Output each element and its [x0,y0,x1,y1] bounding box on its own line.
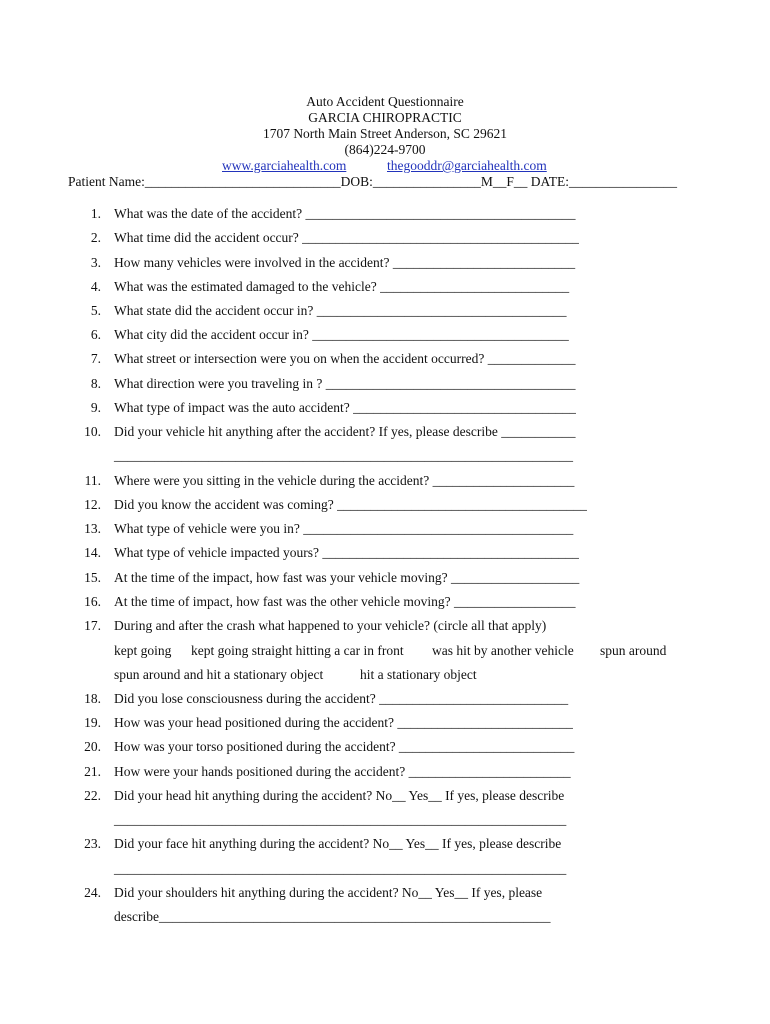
option-hit-by-vehicle[interactable]: was hit by another vehicle [432,643,574,658]
form-title: Auto Accident Questionnaire [306,94,464,109]
website-link[interactable]: www.garciahealth.com [222,158,347,173]
question-text: Where were you sitting in the vehicle during the accident? _____________________ [114,473,575,488]
question-text: What time did the accident occur? _________________________________________ [114,230,579,245]
question-number: 13. [84,521,101,536]
question-number: 8. [90,376,101,391]
question-text: At the time of the impact, how fast was your vehicle moving? ___________________ [114,570,580,585]
question-number: 20. [84,739,101,754]
question-text: What type of vehicle were you in? ________________________________________ [114,521,574,536]
question-text: What type of impact was the auto accident? _________________________________ [114,400,576,415]
question-number: 21. [84,764,101,779]
question-number: 23. [84,836,101,851]
question-number: 2. [90,230,101,245]
question-text: Did you know the accident was coming? _____________________________________ [114,497,587,512]
answer-line[interactable]: ____________________________________________________________________ [114,448,573,463]
question-text: How was your head positioned during the accident? __________________________ [114,715,573,730]
question-text: What street or intersection were you on when the accident occurred? _____________ [114,351,576,366]
email-link[interactable]: thegooddr@garciahealth.com [387,158,547,173]
option-spun-around[interactable]: spun around [600,643,667,658]
question-number: 15. [84,570,101,585]
question-number: 4. [90,279,101,294]
question-text: At the time of impact, how fast was the other vehicle moving? __________________ [114,594,576,609]
patient-info-line[interactable]: Patient Name:_____________________________DOB:________________M__F__ DATE:________________ [68,174,677,189]
option-hit-stationary[interactable]: hit a stationary object [360,667,477,682]
question-number: 3. [90,255,101,270]
question-number: 16. [84,594,101,609]
answer-line[interactable]: ___________________________________________________________________ [114,861,567,876]
question-number: 11. [84,473,101,488]
question-number: 5. [90,303,101,318]
option-kept-going-straight[interactable]: kept going straight hitting a car in front [191,643,404,658]
question-text: How many vehicles were involved in the accident? ___________________________ [114,255,576,270]
question-text: Did your shoulders hit anything during the accident? No__ Yes__ If yes, please [114,885,543,900]
question-text: What was the date of the accident? ________________________________________ [114,206,576,221]
question-text: Did your face hit anything during the accident? No__ Yes__ If yes, please describe [114,836,562,851]
question-text: Did your head hit anything during the accident? No__ Yes__ If yes, please describe [114,788,565,803]
question-number: 1. [90,206,101,221]
clinic-phone: (864)224-9700 [344,142,426,157]
question-number: 24. [84,885,101,900]
question-number: 9. [90,400,101,415]
question-number: 10. [84,424,101,439]
question-text: What was the estimated damaged to the vehicle? ____________________________ [114,279,570,294]
question-text: How was your torso positioned during the accident? __________________________ [114,739,575,754]
question-number: 6. [90,327,101,342]
clinic-address: 1707 North Main Street Anderson, SC 29621 [262,126,508,141]
question-text: During and after the crash what happened to your vehicle? (circle all that apply) [114,618,547,633]
question-text: Did you lose consciousness during the accident? ____________________________ [114,691,569,706]
question-number: 18. [84,691,101,706]
question-text: What city did the accident occur in? ______________________________________ [114,327,569,342]
question-text: Did your vehicle hit anything after the accident? If yes, please describe ___________ [114,424,576,439]
question-number: 14. [84,545,101,560]
option-spun-hit-object[interactable]: spun around and hit a stationary object [114,667,324,682]
option-kept-going[interactable]: kept going [114,643,172,658]
clinic-name: GARCIA CHIROPRACTIC [308,110,462,125]
answer-line[interactable]: describe__________________________________________________________ [114,909,551,924]
question-number: 19. [84,715,101,730]
question-text: How were your hands positioned during the accident? ________________________ [114,764,571,779]
question-text: What direction were you traveling in ? _____________________________________ [114,376,576,391]
answer-line[interactable]: ___________________________________________________________________ [114,812,567,827]
question-number: 22. [84,788,101,803]
question-number: 12. [84,497,101,512]
question-number: 17. [84,618,101,633]
question-number: 7. [90,351,101,366]
question-text: What type of vehicle impacted yours? ______________________________________ [114,545,579,560]
question-text: What state did the accident occur in? _____________________________________ [114,303,567,318]
